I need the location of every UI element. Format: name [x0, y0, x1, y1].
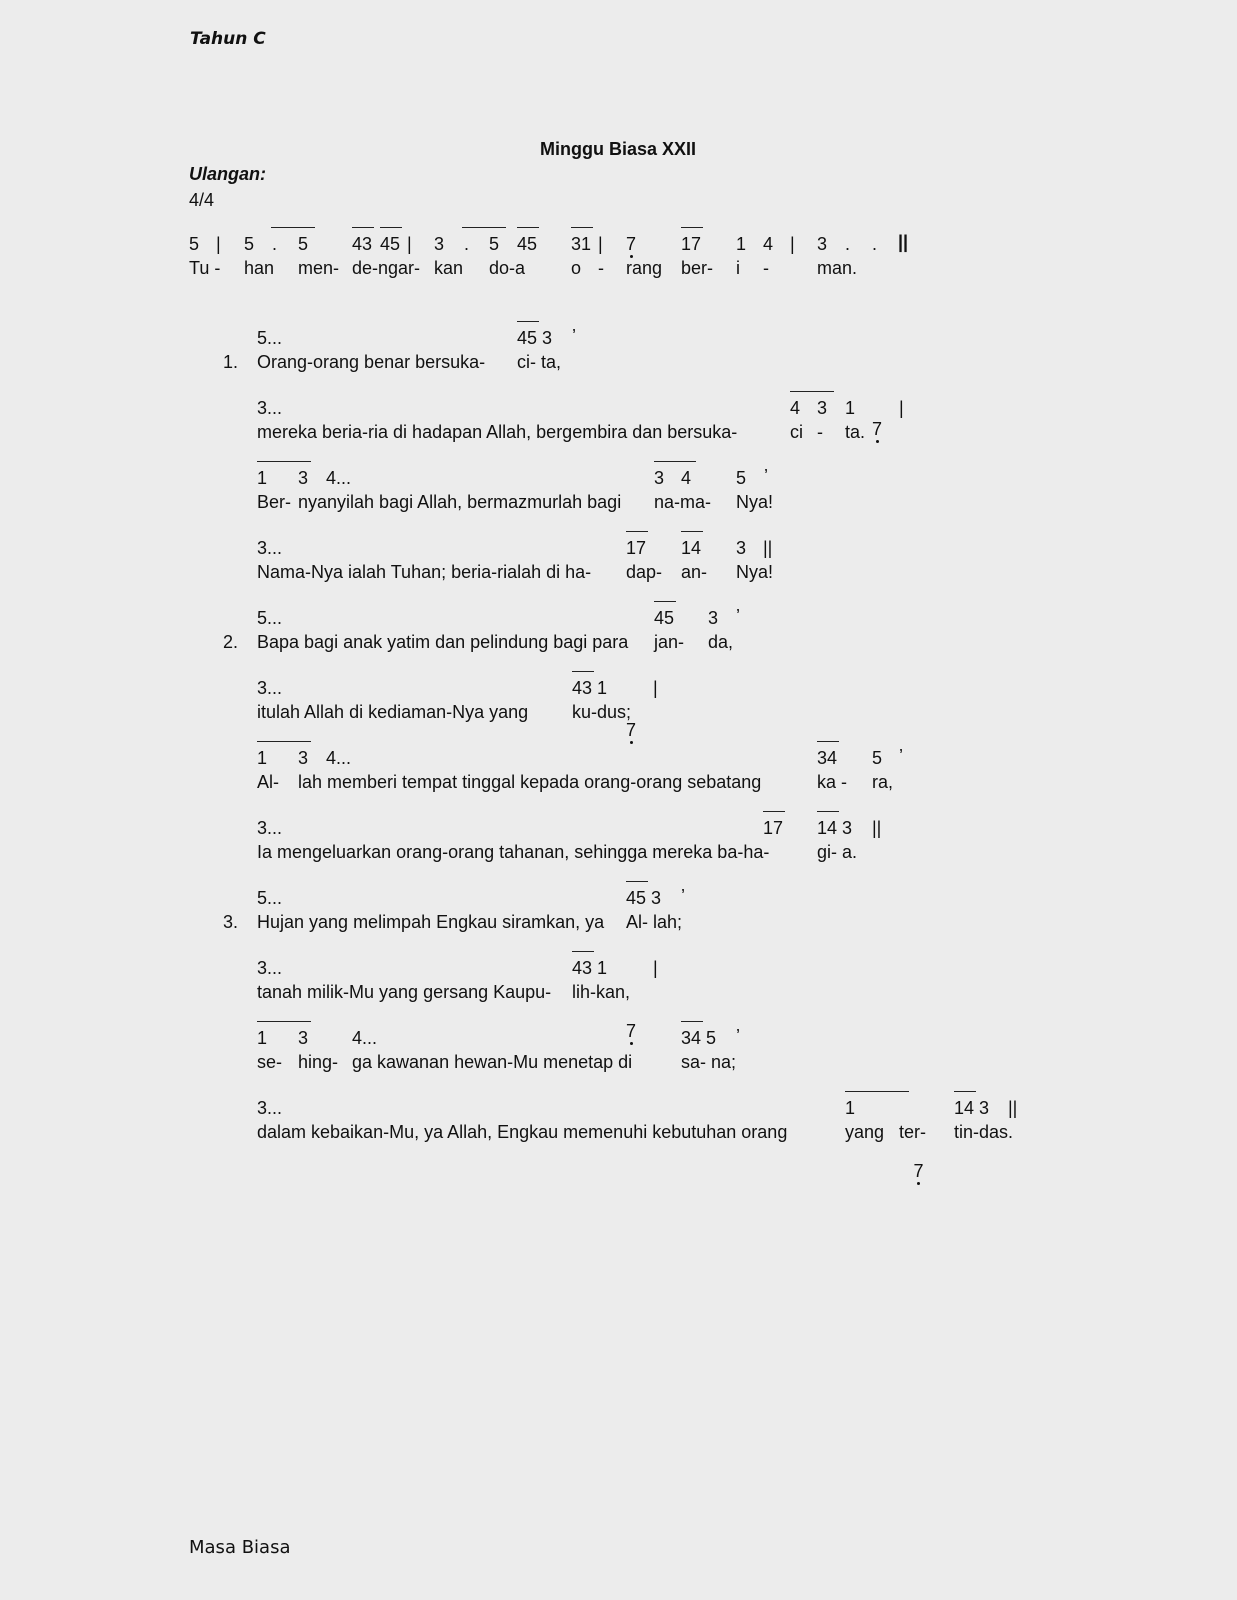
verse-number: 2.	[223, 632, 239, 652]
beam	[681, 531, 703, 532]
note: 5	[736, 468, 747, 488]
note: 1	[257, 748, 268, 768]
lyric: Tu -	[189, 258, 221, 278]
lyric: lah memberi tempat tinggal kepada orang-orang sebatang	[298, 772, 762, 792]
note: 5	[872, 748, 883, 768]
note-low: 17	[681, 234, 702, 254]
note: 14 3	[954, 1098, 990, 1118]
lyric: Ia mengeluarkan orang-orang tahanan, sehingga mereka ba-ha-	[257, 842, 770, 862]
lyric: ku-dus;	[572, 702, 632, 722]
note-dot: .	[845, 234, 851, 254]
lyric: tin-das.	[954, 1122, 1014, 1142]
note: 34	[817, 748, 838, 768]
note: 1	[257, 1028, 268, 1048]
lyric: ka -	[817, 772, 848, 792]
barline: |	[653, 678, 658, 698]
lyric: gi- a.	[817, 842, 858, 862]
double-barline: ||	[872, 818, 882, 838]
lyric: hing-	[298, 1052, 339, 1072]
lyric: dalam kebaikan-Mu, ya Allah, Engkau memenuhi kebutuhan orang	[257, 1122, 788, 1142]
note: 1	[736, 234, 747, 254]
barline: |	[899, 398, 904, 418]
time-signature: 4/4	[189, 190, 215, 210]
beam	[763, 811, 785, 812]
note: 5	[298, 234, 309, 254]
lyric: -	[817, 422, 823, 442]
note: 5...	[257, 608, 283, 628]
beam	[572, 671, 594, 672]
note: 45 3	[517, 328, 553, 348]
note-low: 7	[913, 1161, 924, 1181]
lyric: ber-	[681, 258, 714, 278]
beam	[790, 391, 834, 392]
lyric: han	[244, 258, 275, 278]
lyric: o	[571, 258, 582, 278]
barline: |	[598, 234, 603, 254]
beam	[626, 881, 648, 882]
lyric: jan-	[654, 632, 685, 652]
lyric: an-	[681, 562, 708, 582]
lyric: Hujan yang melimpah Engkau siramkan, ya	[257, 912, 605, 932]
beam	[817, 811, 839, 812]
note: 5	[244, 234, 255, 254]
barline: |	[790, 234, 795, 254]
note: 3...	[257, 678, 283, 698]
breath-mark: ’	[899, 746, 903, 766]
lyric: Nya!	[736, 562, 774, 582]
note: 1	[845, 398, 856, 418]
breath-mark: ’	[572, 326, 576, 346]
note: 4	[763, 234, 774, 254]
lyric: man.	[817, 258, 858, 278]
lyric: ga kawanan hewan-Mu menetap di	[352, 1052, 633, 1072]
header-year: Tahun C	[190, 29, 266, 49]
beam	[572, 951, 594, 952]
lyric: ci	[790, 422, 803, 442]
note: 4	[681, 468, 692, 488]
double-barline: ||	[1008, 1098, 1018, 1118]
note: 14 3	[817, 818, 853, 838]
refrain-label: Ulangan:	[189, 164, 267, 184]
beam	[845, 1091, 909, 1092]
breath-mark: ’	[736, 1026, 740, 1046]
note: 5...	[257, 328, 283, 348]
beam	[517, 321, 539, 322]
note: 5	[489, 234, 500, 254]
beam	[352, 227, 374, 228]
lyric: Nya!	[736, 492, 774, 512]
note-low: 7	[626, 720, 637, 740]
beam	[257, 461, 311, 462]
lyric: rang	[626, 258, 663, 278]
lyric: men-	[298, 258, 340, 278]
lyric: da,	[708, 632, 734, 652]
note: 31	[571, 234, 592, 254]
lyric: mereka beria-ria di hadapan Allah, bergembira dan bersuka-	[257, 422, 738, 442]
lyric: na-ma-	[654, 492, 712, 512]
note: 4...	[352, 1028, 378, 1048]
note: 3...	[257, 958, 283, 978]
note: 3	[434, 234, 445, 254]
lyric: ra,	[872, 772, 894, 792]
note: 5	[189, 234, 200, 254]
lyric: do-a	[489, 258, 526, 278]
lyric: Al-	[257, 772, 279, 792]
note-dot: .	[464, 234, 470, 254]
note: 43 1	[572, 958, 608, 978]
beam	[462, 227, 506, 228]
lyric: Nama-Nya ialah Tuhan; beria-rialah di ha-	[257, 562, 592, 582]
lyric: dap-	[626, 562, 663, 582]
note-dot: .	[272, 234, 278, 254]
note: 14	[681, 538, 702, 558]
lyric: ci- ta,	[517, 352, 562, 372]
lyric: yang	[845, 1122, 885, 1142]
note: 3...	[257, 1098, 283, 1118]
lyric: de-ngar-	[352, 258, 421, 278]
note: 45	[380, 234, 401, 254]
note: 3	[736, 538, 747, 558]
note: 3	[298, 748, 309, 768]
beam	[681, 1021, 703, 1022]
note: 4...	[326, 468, 352, 488]
note-low: 17	[763, 818, 784, 838]
note: 43 1	[572, 678, 608, 698]
lyric: tanah milik-Mu yang gersang Kaupu-	[257, 982, 552, 1002]
breath-mark: ’	[764, 466, 768, 486]
beam	[654, 601, 676, 602]
lyric: lih-kan,	[572, 982, 631, 1002]
note-low: 7	[626, 1021, 637, 1041]
verse-number: 3.	[223, 912, 239, 932]
note: 4	[790, 398, 801, 418]
barline: |	[407, 234, 412, 254]
note: 3	[708, 608, 719, 628]
lyric: Orang-orang benar bersuka-	[257, 352, 486, 372]
barline: |	[216, 234, 221, 254]
note-dot: .	[872, 234, 878, 254]
lyric: sa- na;	[681, 1052, 737, 1072]
note: 3	[817, 234, 828, 254]
note: 45 3	[626, 888, 662, 908]
note: 3	[298, 468, 309, 488]
note: 3	[654, 468, 665, 488]
lyric: Al- lah;	[626, 912, 683, 932]
note-low: 17	[626, 538, 647, 558]
verse-number: 1.	[223, 352, 239, 372]
note: 1	[845, 1098, 856, 1118]
breath-mark: ’	[681, 886, 685, 906]
beam	[626, 531, 648, 532]
double-barline: ||	[763, 538, 773, 558]
beam	[817, 741, 839, 742]
note: 3...	[257, 398, 283, 418]
note: 34 5	[681, 1028, 717, 1048]
note-low: 7	[872, 419, 883, 439]
lyric: itulah Allah di kediaman-Nya yang	[257, 702, 529, 722]
breath-mark: ’	[736, 606, 740, 626]
beam	[954, 1091, 976, 1092]
note: 3	[817, 398, 828, 418]
note-low: 7	[626, 234, 637, 254]
beam	[257, 1021, 311, 1022]
beam	[517, 227, 539, 228]
beam	[257, 741, 311, 742]
lyric: -	[763, 258, 769, 278]
beam	[654, 461, 696, 462]
barline: |	[653, 958, 658, 978]
lyric: Ber-	[257, 492, 292, 512]
beam	[681, 227, 703, 228]
page-title: Minggu Biasa XXII	[540, 139, 697, 159]
lyric: nyanyilah bagi Allah, bermazmurlah bagi	[298, 492, 622, 512]
beam	[380, 227, 402, 228]
note: 43	[352, 234, 373, 254]
note: 3...	[257, 538, 283, 558]
lyric: ter-	[899, 1122, 926, 1142]
lyric: Bapa bagi anak yatim dan pelindung bagi para	[257, 632, 629, 652]
lyric: ta.	[845, 422, 866, 442]
note: 3...	[257, 818, 283, 838]
beam	[571, 227, 593, 228]
note: 1	[257, 468, 268, 488]
note: 45	[517, 234, 538, 254]
lyric: i	[736, 258, 740, 278]
note: 4...	[326, 748, 352, 768]
footer-season: Masa Biasa	[189, 1537, 291, 1558]
lyric: -	[598, 258, 604, 278]
note: 45	[654, 608, 675, 628]
note: 5...	[257, 888, 283, 908]
note: 3	[298, 1028, 309, 1048]
final-barline: ||	[898, 232, 909, 252]
lyric: kan	[434, 258, 464, 278]
lyric: se-	[257, 1052, 283, 1072]
beam	[271, 227, 315, 228]
